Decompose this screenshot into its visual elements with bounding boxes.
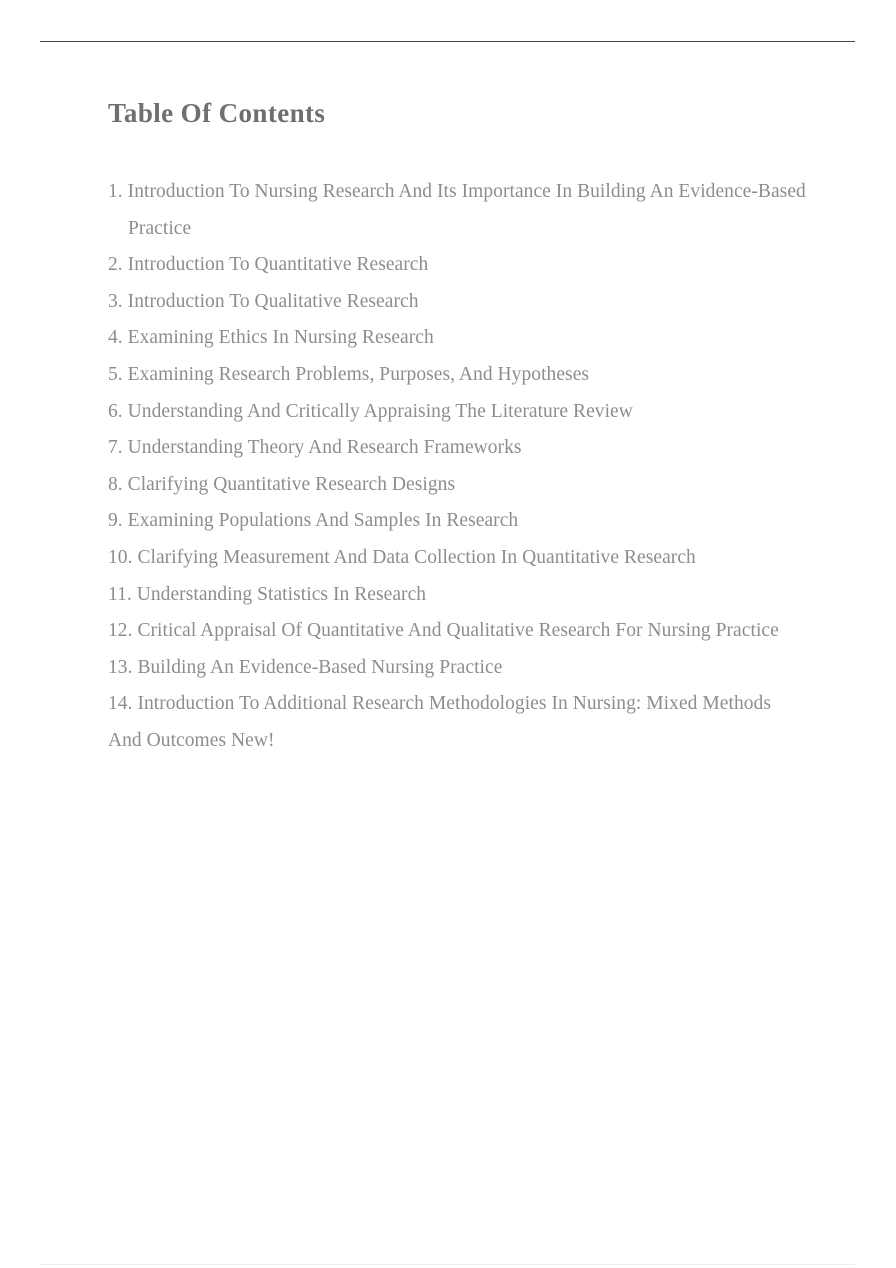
toc-item-14[interactable]: 14. Introduction To Additional Research Methodologies In Nursing: Mixed Methods And Outcomes New! (108, 693, 775, 751)
toc-item-6[interactable]: 6. Understanding And Critically Appraising The Literature Review (108, 400, 633, 422)
table-of-contents-list (108, 174, 811, 760)
table-of-contents-section (108, 96, 811, 760)
toc-item-7[interactable]: 7. Understanding Theory And Research Frameworks (108, 437, 522, 459)
toc-item-5[interactable]: 5. Examining Research Problems, Purposes, And Hypotheses (108, 363, 590, 385)
toc-item-9[interactable]: 9. Examining Populations And Samples In Research (108, 510, 519, 532)
toc-item-4[interactable]: 4. Examining Ethics In Nursing Research (108, 327, 434, 349)
toc-item-13[interactable]: 13. Building An Evidence-Based Nursing Practice (108, 656, 503, 678)
toc-item-2[interactable]: 2. Introduction To Quantitative Research (108, 254, 429, 276)
toc-item-1[interactable]: 1. Introduction To Nursing Research And Its Importance In Building An Evidence-Based Practice (108, 181, 811, 239)
header-divider (40, 41, 855, 42)
toc-item-8[interactable]: 8. Clarifying Quantitative Research Designs (108, 473, 456, 495)
toc-item-3[interactable]: 3. Introduction To Qualitative Research (108, 290, 419, 312)
toc-item-11[interactable]: 11. Understanding Statistics In Research (108, 583, 427, 605)
footer-divider (40, 1264, 855, 1265)
toc-item-12[interactable]: 12. Critical Appraisal Of Quantitative And Qualitative Research For Nursing Practice (108, 620, 779, 642)
page-title: Table Of Contents (108, 98, 326, 128)
toc-item-10[interactable]: 10. Clarifying Measurement And Data Collection In Quantitative Research (108, 546, 696, 568)
